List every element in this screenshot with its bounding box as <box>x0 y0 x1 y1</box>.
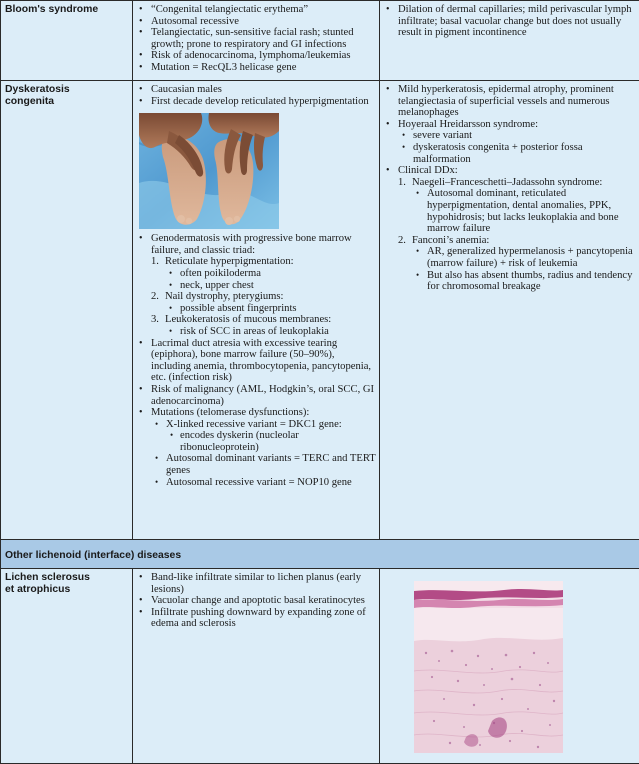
list-item: • Autosomal recessive <box>151 16 377 28</box>
disease-name-cell <box>1 1 133 81</box>
hoyeraal-sublist <box>398 130 639 165</box>
triad-number: 3. <box>151 314 159 326</box>
triad-number: 2. <box>151 291 159 303</box>
ddx-sublist <box>412 188 639 234</box>
list-item <box>151 233 377 337</box>
ddx-number: 1. <box>398 177 406 189</box>
ddx-item-text: Fanconi’s anemia: <box>412 235 489 246</box>
list-item: • But also has absent thumbs, radius and tendency for chromosomal breakage <box>427 270 639 293</box>
triad-text: Leukokeratosis of mucous membranes: <box>165 314 331 325</box>
list-item: • Mild hyperkeratosis, epidermal atrophy, prominent telangiectasia of superficial vessels and numerous melanophages <box>398 84 639 119</box>
histology-list <box>380 81 639 295</box>
triad-text: Nail dystrophy, pterygiums: <box>165 291 283 302</box>
list-item: • Dilation of dermal capillaries; mild perivascular lymph infiltrate; basal vacuolar change but does not usually result in pigment incontinence <box>398 4 639 39</box>
histology-cell <box>380 569 639 764</box>
list-item: • AR, generalized hypermelanosis + pancytopenia (marrow failure) + risk of leukemia <box>427 246 639 269</box>
ddx-item <box>412 177 639 235</box>
list-item <box>398 119 639 165</box>
list-item: • Autosomal dominant variants = TERC and TERT genes <box>166 453 377 476</box>
list-item: • First decade develop reticulated hyperpigmentation <box>151 96 377 108</box>
list-item: • Mutation = RecQL3 helicase gene <box>151 62 377 74</box>
triad-text: Reticulate hyperpigmentation: <box>165 256 294 267</box>
mutations-text: Mutations (telomerase dysfunctions): <box>151 407 309 418</box>
ddx-text: Clinical DDx: <box>398 165 458 176</box>
x-linked-sublist <box>166 430 377 453</box>
mutations-sublist <box>151 419 377 489</box>
list-item: • Telangiectatic, sun-sensitive facial rash; stunted growth; prone to respiratory and GI infections <box>151 27 377 50</box>
list-item: • severe variant <box>413 130 639 142</box>
list-item: • Caucasian males <box>151 84 377 96</box>
list-item <box>151 407 377 488</box>
list-item: • Band-like infiltrate similar to lichen planus (early lesions) <box>151 572 377 595</box>
histology-cell <box>380 1 639 81</box>
x-linked-text: X-linked recessive variant = DKC1 gene: <box>166 419 342 430</box>
list-item <box>166 419 377 454</box>
clinical-cell <box>133 1 380 81</box>
section-row <box>1 540 639 569</box>
histology-list <box>380 1 639 41</box>
list-item: • Risk of malignancy (AML, Hodgkin’s, oral SCC, GI adenocarcinoma) <box>151 384 377 407</box>
clinical-cell <box>133 81 380 540</box>
disease-name-cell <box>1 569 133 764</box>
triad-item <box>165 314 377 337</box>
row-dyskeratosis-congenita <box>1 81 639 540</box>
disease-name: Dyskeratosis congenita <box>5 84 129 108</box>
row-blooms-syndrome <box>1 1 639 81</box>
ddx-item-text: Naegeli–Franceschetti–Jadassohn syndrome: <box>412 177 602 188</box>
list-item: • neck, upper chest <box>180 280 377 292</box>
histology-micrograph <box>414 581 563 753</box>
clinical-cell <box>133 569 380 764</box>
section-title: Other lichenoid (interface) diseases <box>5 550 181 561</box>
clinical-photo-feet <box>139 113 279 229</box>
hoyeraal-text: Hoyeraal Hreidarsson syndrome: <box>398 119 538 130</box>
histology-cell <box>380 81 639 540</box>
list-item: • often poikiloderma <box>180 268 377 280</box>
ddx-sublist <box>412 246 639 292</box>
clinical-list <box>133 569 379 632</box>
list-item: • “Congenital telangiectatic erythema” <box>151 4 377 16</box>
clinical-photo-frame <box>133 109 379 233</box>
list-item: • Autosomal recessive variant = NOP10 gene <box>166 477 377 489</box>
clinical-list-top <box>133 81 379 109</box>
triad-sublist <box>165 303 377 315</box>
list-item: • risk of SCC in areas of leukoplakia <box>180 326 377 338</box>
disease-name: Lichen sclerosus et atrophicus <box>5 572 129 596</box>
list-item: • Lacrimal duct atresia with excessive tearing (epiphora), bone marrow failure (50–90%), including anemia, thrombocytopenia, pancytopenia, etc. (infection risk) <box>151 338 377 384</box>
list-item: • Infiltrate pushing downward by expanding zone of edema and sclerosis <box>151 607 377 630</box>
list-item <box>398 165 639 293</box>
triad-item <box>165 291 377 314</box>
histology-image-frame <box>380 569 639 753</box>
list-item: • Vacuolar change and apoptotic basal keratinocytes <box>151 595 377 607</box>
disease-name-cell <box>1 81 133 540</box>
triad-sublist <box>165 268 377 291</box>
list-item: • Autosomal dominant, reticulated hyperpigmentation, dental anomalies, PPK, hypohidrosis; but lacks leukoplakia and bone marrow failure <box>427 188 639 234</box>
triad-item <box>165 256 377 291</box>
triad-list <box>151 256 377 337</box>
list-item: • dyskeratosis congenita + posterior fossa malformation <box>413 142 639 165</box>
genodermatosis-text: Genodermatosis with progressive bone marrow failure, and classic triad: <box>151 233 352 256</box>
clinical-list-main <box>133 233 379 490</box>
list-item: • possible absent fingerprints <box>180 303 377 315</box>
section-cell <box>1 540 639 569</box>
row-lichen-sclerosus <box>1 569 639 764</box>
ddx-list <box>398 177 639 293</box>
disease-name: Bloom's syndrome <box>5 4 129 16</box>
ddx-item <box>412 235 639 293</box>
triad-sublist <box>165 326 377 338</box>
clinical-list <box>133 1 379 76</box>
ddx-number: 2. <box>398 235 406 247</box>
list-item: • encodes dyskerin (nucleolar ribonucleoprotein) <box>180 430 377 453</box>
triad-number: 1. <box>151 256 159 268</box>
list-item: • Risk of adenocarcinoma, lymphoma/leukemias <box>151 50 377 62</box>
